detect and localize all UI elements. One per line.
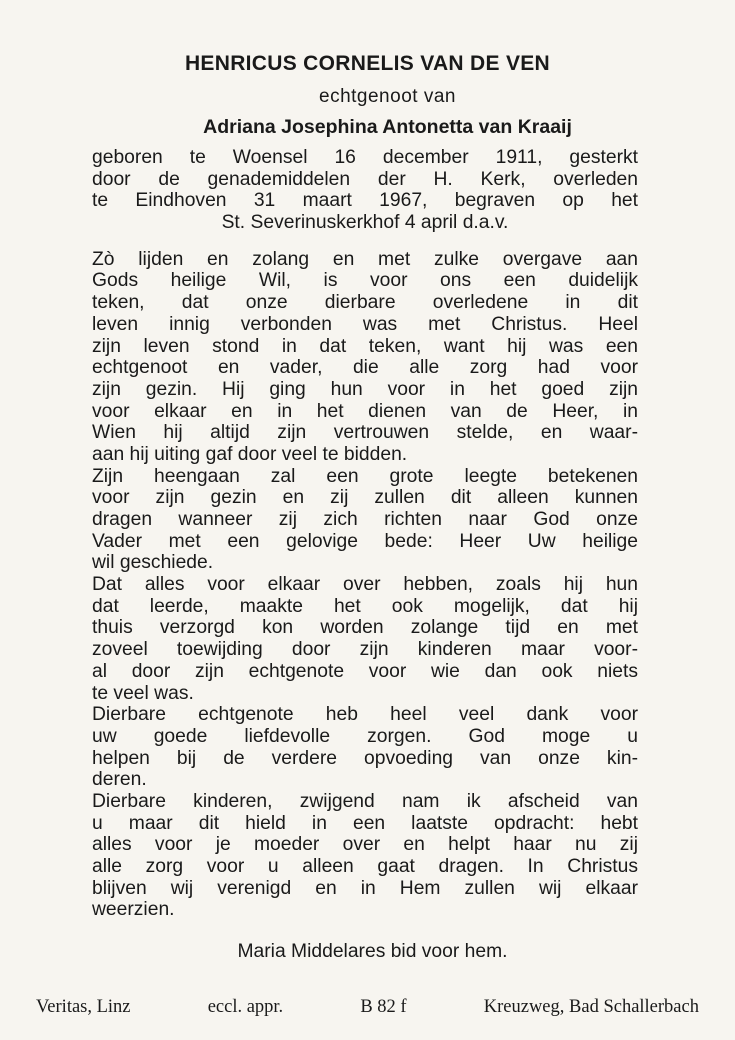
- body-line: wil geschiede.: [92, 552, 214, 574]
- body-line: Zò lijden en zolang en met zulke overgave aan: [92, 248, 638, 270]
- body-line: voor zijn gezin en zij zullen dit alleen kunnen: [92, 487, 638, 509]
- body-line: zijn leven stond in dat teken, want hij was een: [92, 335, 638, 357]
- body-line: aan hij uiting gaf door veel te bidden.: [92, 443, 408, 465]
- body-line: thuis verzorgd kon worden zolange tijd en met: [92, 617, 638, 639]
- spouse-name: Adriana Josephina Antonetta van Kraaij: [203, 116, 572, 138]
- body-line: u maar dit hield in een laatste opdracht: hebt: [92, 812, 638, 834]
- body-line: dragen wanneer zij zich richten naar God onze: [92, 509, 638, 530]
- footer-series: Kreuzweg, Bad Schallerbach: [483, 997, 699, 1017]
- intro-line: te Eindhoven 31 maart 1967, begraven op het: [92, 190, 638, 212]
- footer-publisher: Veritas, Linz: [36, 997, 131, 1017]
- intro-line: door de genademiddelen der H. Kerk, overleden: [92, 168, 638, 190]
- closing-prayer: Maria Middelares bid voor hem.: [237, 941, 508, 962]
- body-line: zijn gezin. Hij ging hun voor in het goed zijn: [92, 378, 638, 400]
- printer-footer: [36, 997, 699, 1018]
- body-line: Dierbare echtgenote heb heel veel dank voor: [92, 704, 638, 726]
- intro-paragraph: [92, 147, 638, 234]
- body-line: alles voor je moeder over en helpt haar nu zij: [92, 834, 638, 856]
- body-line: Gods heilige Wil, is voor ons een duidelijk: [92, 270, 638, 292]
- intro-line: geboren te Woensel 16 december 1911, gesterkt: [92, 147, 638, 168]
- body-line: weerzien.: [92, 899, 175, 921]
- body-line: Vader met een gelovige bede: Heer Uw heilige: [92, 530, 638, 552]
- body-line: helpen bij de verdere opvoeding van onze kin-: [92, 747, 638, 769]
- body-line: Zijn heengaan zal een grote leegte betekenen: [92, 465, 638, 487]
- tribute-paragraphs: [92, 249, 638, 921]
- body-line: leven innig verbonden was met Christus. Heel: [92, 313, 638, 335]
- intro-line: St. Severinuskerkhof 4 april d.a.v.: [221, 212, 509, 234]
- body-line: blijven wij verenigd en in Hem zullen wij elkaar: [92, 877, 638, 899]
- body-line: te veel was.: [92, 682, 194, 704]
- footer-approval: eccl. appr.: [207, 997, 284, 1017]
- body-line: uw goede liefdevolle zorgen. God moge u: [92, 725, 638, 747]
- body-line: teken, dat onze dierbare overledene in dit: [92, 292, 638, 314]
- body-line: zoveel toewijding door zijn kinderen maar voor-: [92, 639, 638, 661]
- body-line: alle zorg voor u alleen gaat dragen. In Christus: [92, 856, 638, 877]
- body-line: Dat alles voor elkaar over hebben, zoals hij hun: [92, 574, 638, 596]
- body-line: al door zijn echtgenote voor wie dan ook niets: [92, 660, 638, 682]
- deceased-name: HENRICUS CORNELIS VAN DE VEN: [184, 52, 551, 75]
- body-line: Wien hij altijd zijn vertrouwen stelde, en waar-: [92, 422, 638, 444]
- body-line: deren.: [92, 769, 147, 791]
- spouse-label: echtgenoot van: [319, 86, 456, 107]
- body-line: voor elkaar en in het dienen van de Heer, in: [92, 400, 638, 422]
- body-line: Dierbare kinderen, zwijgend nam ik afscheid van: [92, 790, 638, 812]
- body-line: echtgenoot en vader, die alle zorg had voor: [92, 357, 638, 379]
- body-line: dat leerde, maakte het ook mogelijk, dat hij: [92, 595, 638, 617]
- memorial-text: [92, 147, 638, 921]
- footer-code: B 82 f: [360, 997, 407, 1017]
